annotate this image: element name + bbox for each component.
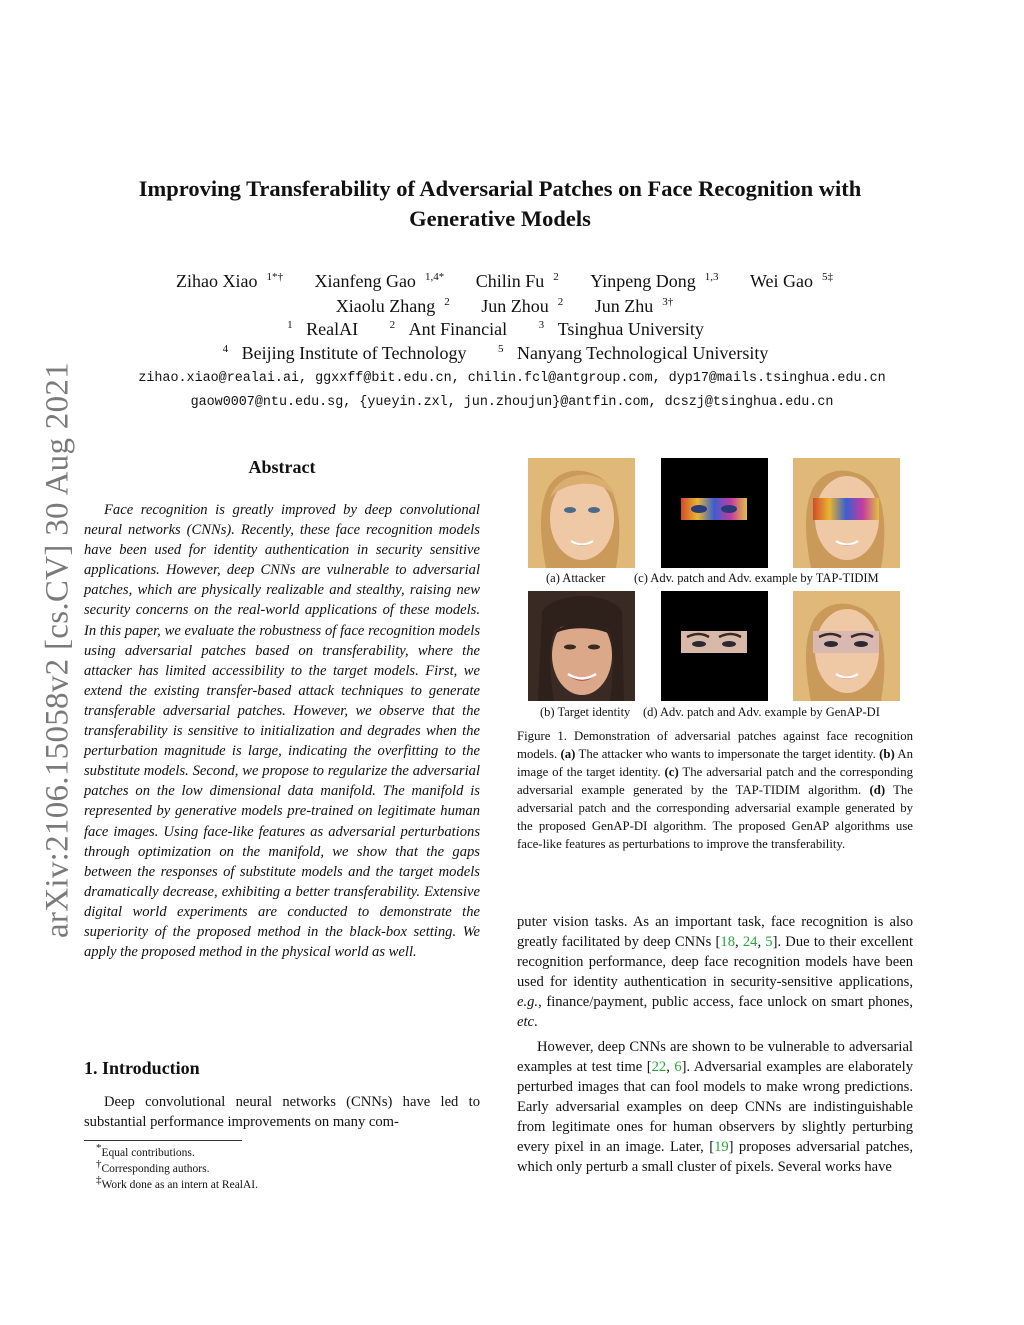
- affiliations-row-2: [70, 341, 930, 365]
- footnote-rule: [84, 1140, 242, 1141]
- citation-link[interactable]: 18: [720, 934, 735, 951]
- title-line-1: Improving Transferability of Adversarial Patches on Face Recognition with: [138, 176, 862, 201]
- author: Jun Zhou $^2$: [481, 296, 564, 316]
- subcaption-b: (b) Target identity: [540, 705, 631, 719]
- citation-link[interactable]: 24: [742, 934, 758, 951]
- author: Jun Zhu $^{3\dagger}$: [594, 296, 674, 316]
- abstract-text: Face recognition is greatly improved by deep convolutional neural networks (CNNs). Recently, these face recognition models have been used for identity authentication in security sensitive applications. However, deep CNNs are vulnerable to adversarial patches, which are physically realizable and stealthy, raising new security concerns on the real-world applications of these models. In this paper, we evaluate the robustness of face recognition models using adversarial patches based on transferability, where the attacker has limited accessibility to the target models. First, we extend the existing transfer-based attack techniques to generate transferable adversarial patches. However, we observe that the transferability is sensitive to initialization and degrades when the perturbation magnitude is large, indicating the overfitting to the substitute models. Second, we propose to regularize the adversarial patches on the low dimensional data manifold. The manifold is represented by generative models pre-trained on legitimate human face images. Using face-like features as adversarial perturbations through optimization on the manifold, we show that the gaps between the responses of substitute models and the target models dramatically decrease, exhibiting a better transferability. Extensive digital world experiments are conducted to demonstrate the superiority of the proposed method in the black-box setting. We apply the proposed method in the physical world as well.: [84, 502, 480, 961]
- affiliation: $^1$ RealAI: [287, 319, 359, 339]
- author: Chilin Fu $^2$: [475, 271, 559, 291]
- author: Zihao Xiao $^{1*\dagger}$: [175, 271, 283, 291]
- attacker-face-image: [528, 458, 635, 568]
- footnote: ‡Work done as an intern at RealAI.: [96, 1174, 259, 1191]
- intro-paragraph: Deep convolutional neural networks (CNNs) have led to substantial performance improvements on many com-: [84, 1094, 480, 1130]
- affiliation: $^4$ Beijing Institute of Technology: [222, 343, 467, 363]
- affiliation: $^3$ Tsinghua University: [538, 319, 704, 339]
- tap-tidim-adv-example-image: [793, 458, 900, 568]
- citation-link[interactable]: 22: [651, 1058, 667, 1075]
- author: Xianfeng Gao $^{1,4*}$: [314, 271, 445, 291]
- section-heading-introduction: 1. Introduction: [84, 1058, 200, 1078]
- footnotes: [84, 1142, 259, 1193]
- author: Yinpeng Dong $^{1,3}$: [590, 271, 719, 291]
- citation-link[interactable]: 19: [714, 1139, 729, 1156]
- title-line-2: Generative Models: [409, 206, 591, 231]
- subcaption-a: (a) Attacker: [546, 571, 606, 585]
- affiliations-row-1: [70, 317, 930, 341]
- footnote: *Equal contributions.: [96, 1142, 195, 1159]
- citation-link[interactable]: 6: [674, 1058, 682, 1075]
- tap-tidim-patch-image: [661, 458, 768, 568]
- affiliation: $^5$ Nanyang Technological University: [498, 343, 769, 363]
- subcaption-d: (d) Adv. patch and Adv. example by GenAP-DI: [643, 705, 880, 719]
- arxiv-stamp: arXiv:2106.15058v2 [cs.CV] 30 Aug 2021: [39, 361, 76, 939]
- author: Wei Gao $^{5\ddagger}$: [749, 271, 833, 291]
- authors-row-1: [70, 269, 930, 293]
- emails-line-2: gaow0007@ntu.edu.sg, {yueyin.zxl, jun.zhoujun}@antfin.com, dcszj@tsinghua.edu.cn: [190, 395, 834, 410]
- target-identity-face-image: [528, 591, 635, 701]
- emails-line-1: zihao.xiao@realai.ai, ggxxff@bit.edu.cn, chilin.fcl@antgroup.com, dyp17@mails.tsinghua.edu.cn: [138, 371, 886, 386]
- figure-1-caption: Figure 1. Demonstration of adversarial patches against face recognition models. (a) The attacker who wants to impersonate the target identity. (b) An image of the target identity. (c) The adversarial patch and the corresponding adversarial example generated by the TAP-TIDIM algorithm. (d) The adversarial patch and the corresponding adversarial example generated by the proposed GenAP-DI algorithm. The proposed GenAP algorithms use face-like features as perturbations to improve the transferability.: [517, 729, 914, 851]
- paper-title: [70, 174, 930, 234]
- paragraph: However, deep CNNs are shown to be vulnerable to adversarial examples at test time [22, 6]. Adversarial examples are elaborately perturbed images that can fool models to make wrong predictions. Early adversarial examples on deep CNNs are indistinguishable from legitimate ones for human observers by slightly perturbing every pixel in an image. Later, [19] proposes adversarial patches, which only perturb a small cluster of pixels. Several works have: [517, 1038, 914, 1176]
- subcaption-c: (c) Adv. patch and Adv. example by TAP-TIDIM: [634, 571, 879, 585]
- genap-di-adv-example-image: [793, 591, 900, 701]
- genap-di-patch-image: [661, 591, 768, 701]
- right-column-text: [517, 912, 913, 1177]
- author: Xiaolu Zhang $^2$: [335, 296, 450, 316]
- citation-link[interactable]: 5: [765, 934, 773, 951]
- paragraph-continued: puter vision tasks. As an important task, face recognition is also greatly facilitated by deep CNNs [18, 24, 5]. Due to their excellent recognition performance, deep face recognition models have been used for identity authentication in security-sensitive applications, e.g., finance/payment, public access, face unlock on smart phones, etc.: [517, 914, 914, 1031]
- affiliation: $^2$ Ant Financial: [389, 319, 508, 339]
- footnote: †Corresponding authors.: [96, 1158, 210, 1175]
- abstract-heading: Abstract: [248, 457, 316, 477]
- authors-row-2: [70, 294, 930, 318]
